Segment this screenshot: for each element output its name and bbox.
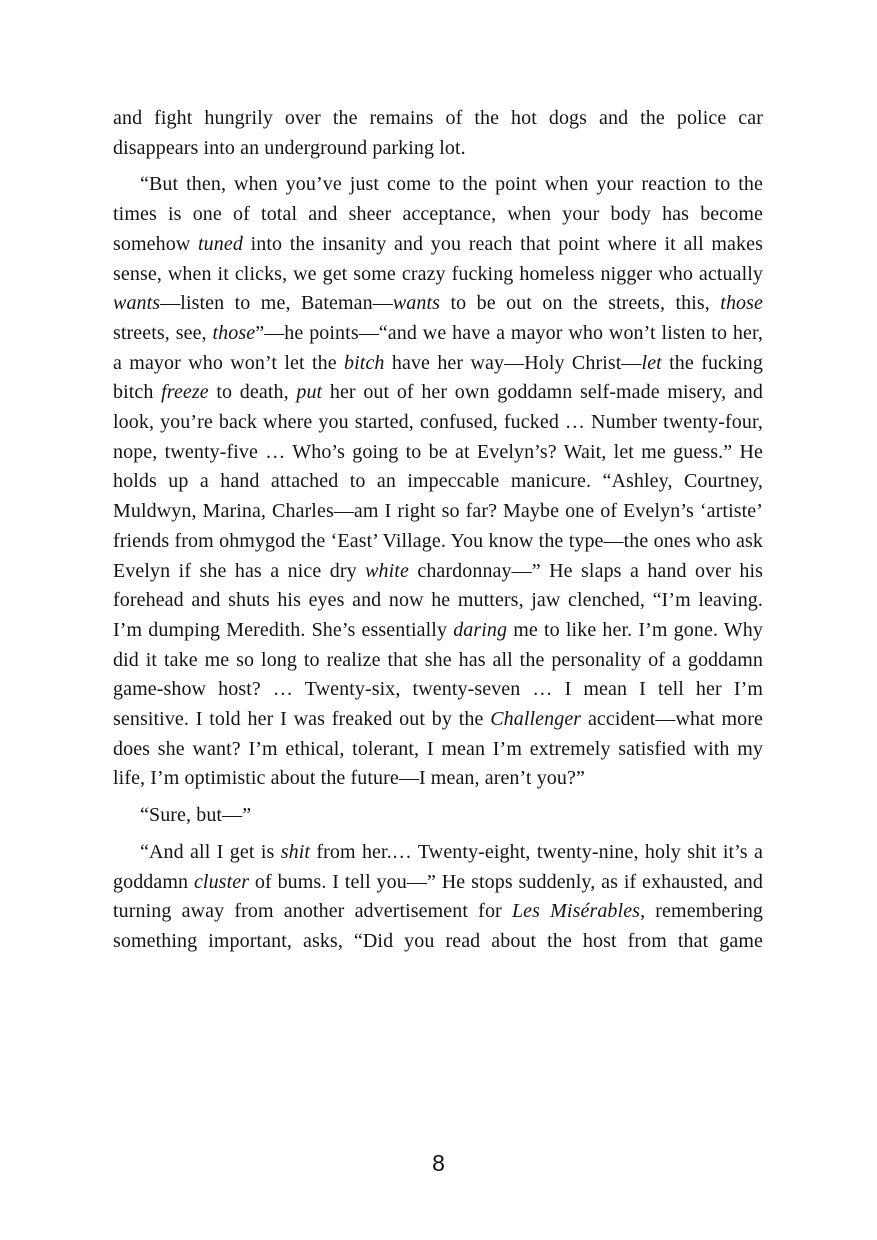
text-segment: “But then, when you’ve just come to the point when your reaction to the times is one of total and sheer acceptance, when your body has become somehow: [113, 173, 763, 255]
text-segment: accident—what more does she want? I’m ethical, tolerant, I mean I’m extremely satisfied with my life, I’m optimistic about the future—I mean, aren’t you?”: [113, 708, 763, 790]
italic-text-segment: wants: [392, 292, 441, 315]
text-segment: “Sure, but—”: [140, 804, 252, 827]
text-segment: of bums. I tell you—” He stops suddenly, as if exhausted, and turning away from another advertisement for: [113, 870, 763, 923]
italic-text-segment: let: [641, 351, 662, 374]
italic-text-segment: shit: [280, 840, 311, 863]
italic-text-segment: put: [296, 381, 323, 404]
page-text: [113, 104, 763, 1124]
paragraph: [113, 170, 763, 794]
italic-text-segment: freeze: [161, 381, 209, 404]
text-segment: from her.… Twenty-eight, twenty-nine, holy shit it’s a goddamn: [113, 840, 763, 893]
paragraph: [113, 801, 763, 831]
text-segment: chardonnay—” He slaps a hand over his forehead and shuts his eyes and now he mutters, jaw clenched, “I’m leaving. I’m dumping Meredith. She’s essentially: [113, 559, 763, 641]
italic-text-segment: tuned: [198, 232, 243, 255]
italic-text-segment: bitch: [344, 351, 385, 374]
italic-text-segment: Les Misérables: [511, 900, 641, 923]
italic-text-segment: wants: [113, 292, 161, 315]
text-segment: ”—he points—“and we have a mayor who won’t listen to her, a mayor who won’t let the: [113, 321, 763, 374]
italic-text-segment: white: [365, 559, 409, 582]
text-segment: her out of her own goddamn self-made misery, and look, you’re back where you started, confused, fucked … Number twenty-four, nope, twenty-five … Who’s going to be at Evelyn’s? Wait, let me guess.” He holds up a hand attached to an impeccable manicure. “Ashley, Courtney, Muldwyn, Marina, Charles—am I right so far? Maybe one of Evelyn’s ‘artiste’ friends from ohmygod the ‘East’ Village. You know the type—the ones who ask Evelyn if she has a nice dry: [113, 381, 763, 582]
text-segment: to death,: [208, 381, 297, 404]
italic-text-segment: those: [212, 321, 256, 344]
italic-text-segment: those: [720, 292, 763, 315]
text-segment: , remembering something important, asks, “Did you read about the host from that game: [113, 900, 763, 952]
text-segment: —listen to me, Bateman—: [160, 292, 393, 315]
italic-text-segment: Challenger: [490, 708, 582, 731]
text-segment: and fight hungrily over the remains of the hot dogs and the police car disappears into an underground parking lot.: [113, 107, 763, 159]
text-segment: have her way—Holy Christ—: [384, 351, 642, 374]
page-number: 8: [432, 1150, 445, 1176]
paragraph: [113, 104, 763, 163]
text-segment: into the insanity and you reach that point where it all makes sense, when it clicks, we get some crazy fucking homeless nigger who actually: [113, 232, 763, 285]
italic-text-segment: daring: [453, 618, 508, 641]
text-segment: “And all I get is: [140, 840, 281, 863]
text-segment: streets, see,: [113, 321, 213, 344]
text-segment: to be out on the streets, this,: [440, 292, 721, 315]
paragraph: [113, 838, 763, 957]
text-segment: me to like her. I’m gone. Why did it take me so long to realize that she has all the personality of a goddamn game-show host? … Twenty-six, twenty-seven … I mean I tell her I’m sensitive. I told her I was freaked out by the: [113, 618, 763, 731]
italic-text-segment: cluster: [193, 870, 250, 893]
text-segment: the fucking bitch: [113, 351, 763, 404]
